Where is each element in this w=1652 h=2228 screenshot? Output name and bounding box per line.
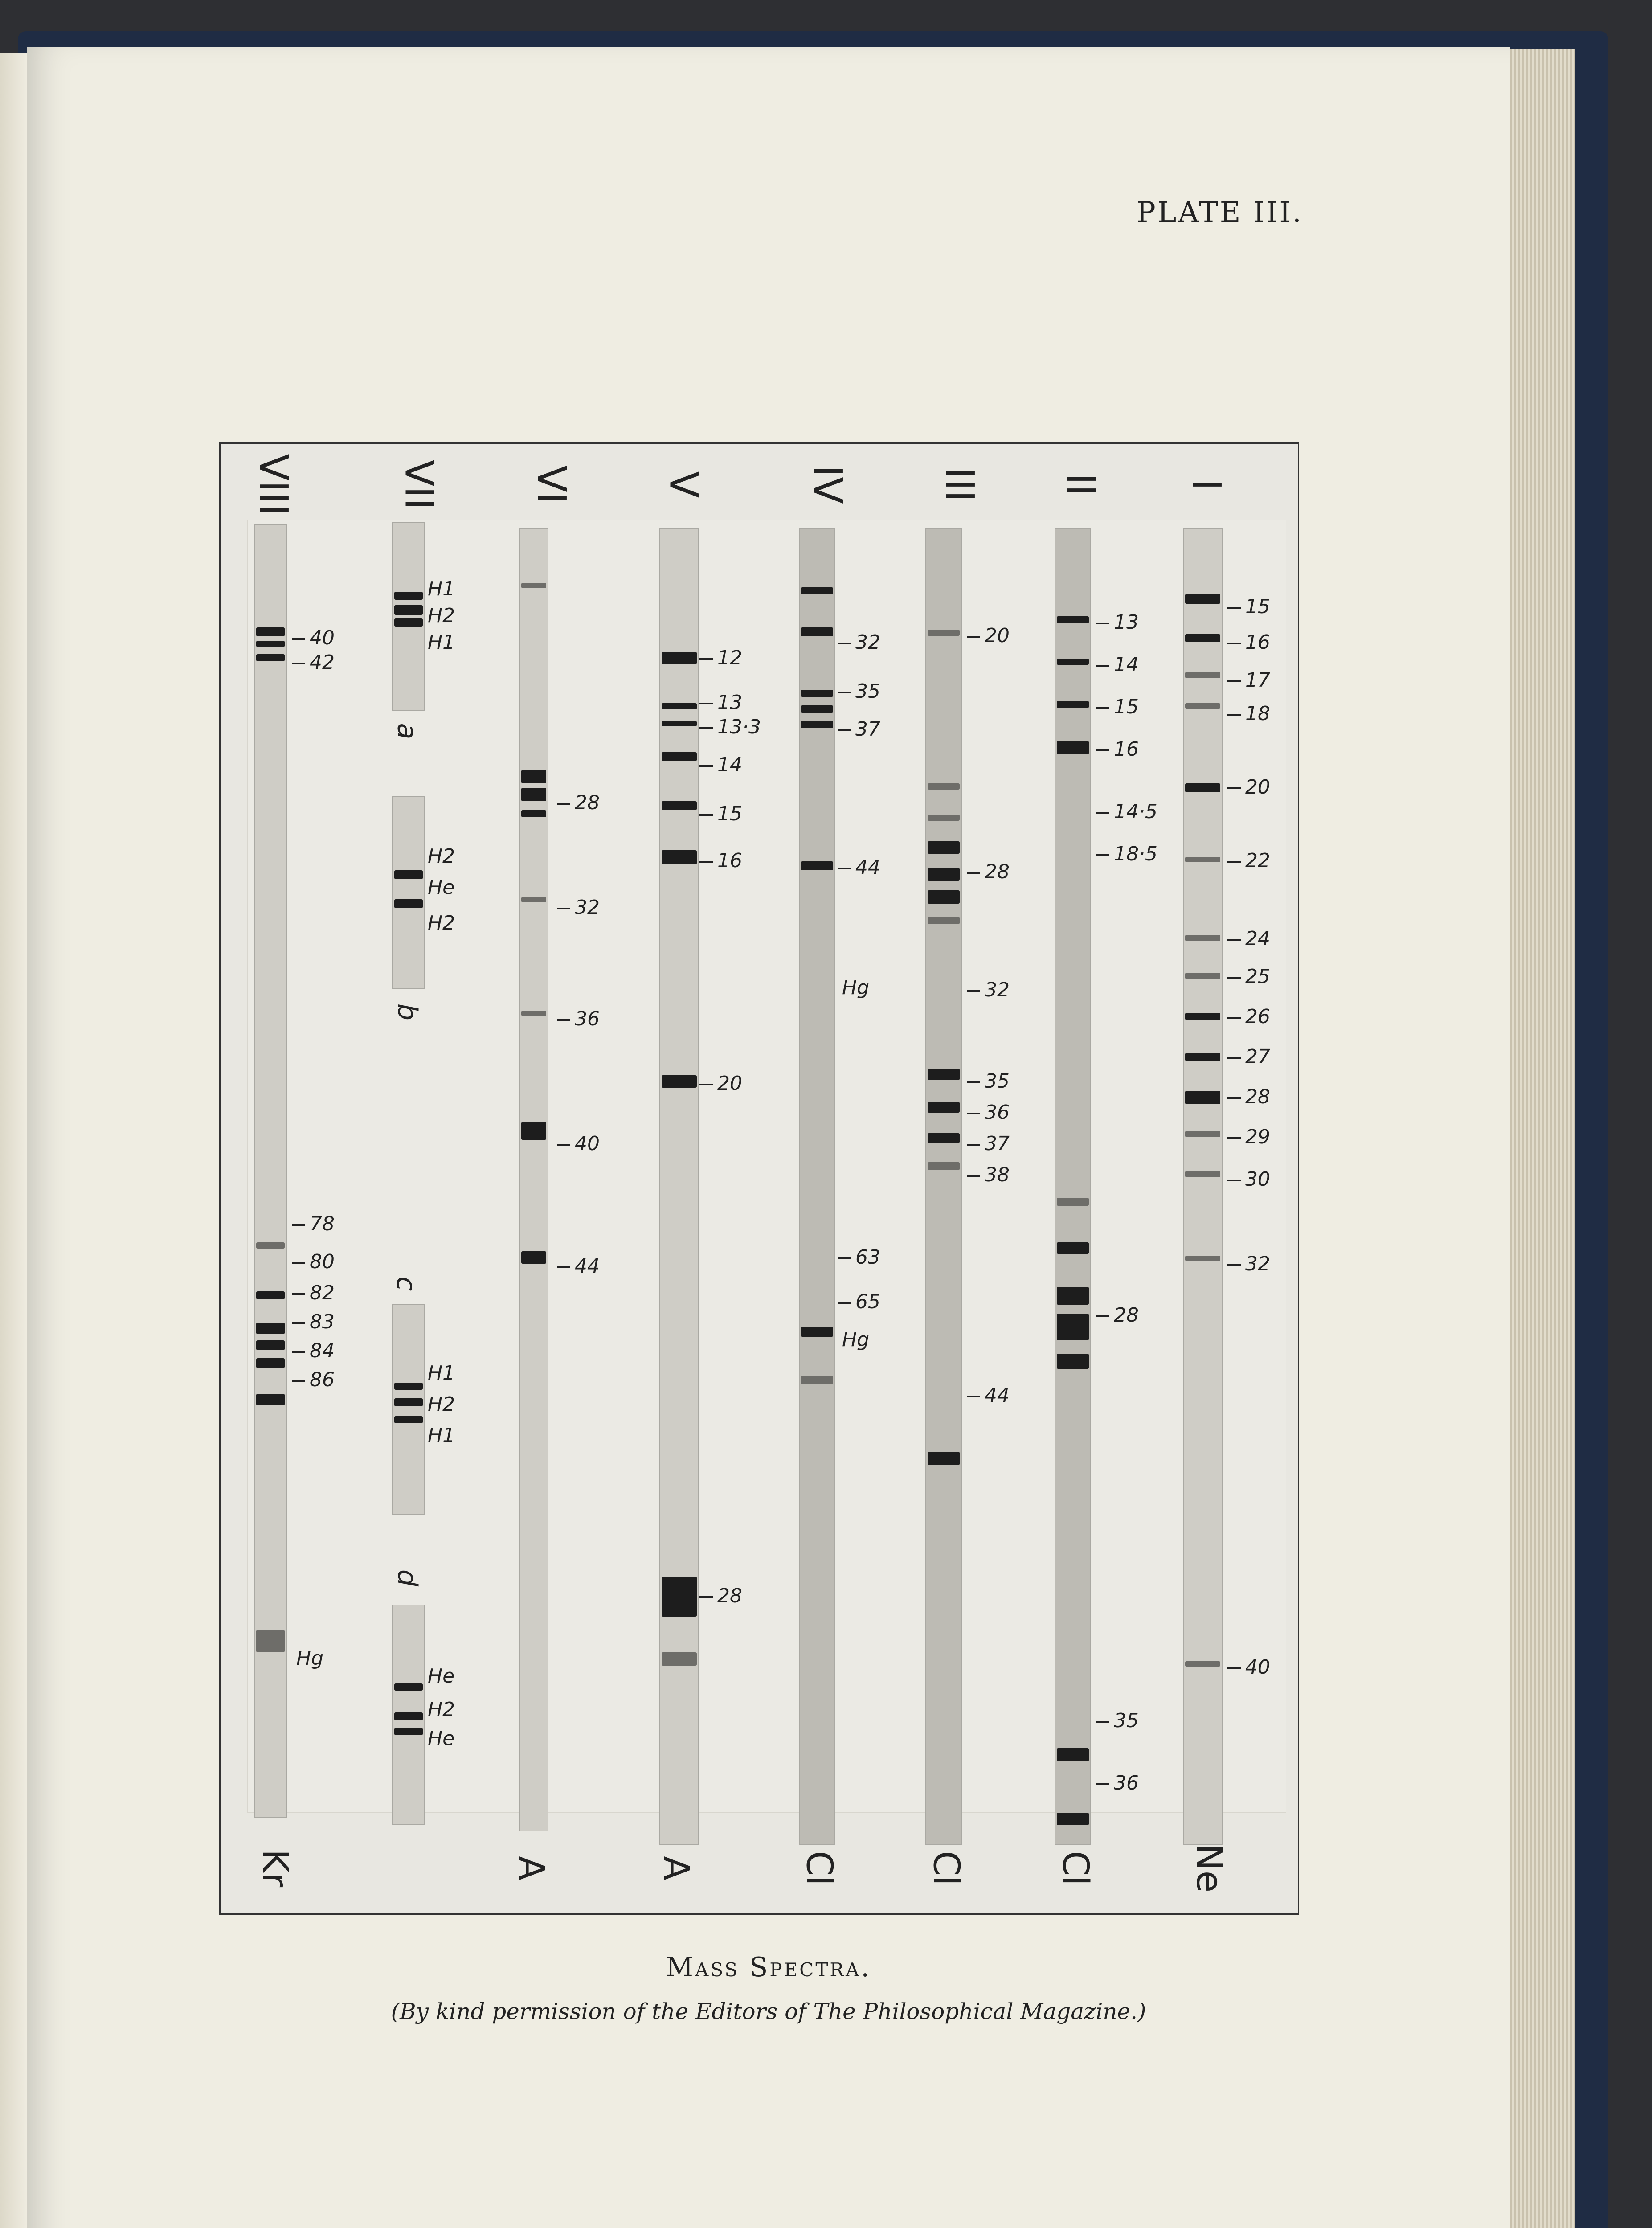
line-label: 16 (699, 849, 742, 872)
line-label: 13 (699, 691, 742, 714)
strip-numeral-vii: VII (396, 459, 442, 510)
line-label: 28 (967, 860, 1010, 883)
line-label: 27 (1227, 1045, 1270, 1068)
spectral-line (662, 1577, 697, 1617)
line-label: H1 (428, 631, 455, 654)
line-label: 36 (1096, 1772, 1139, 1794)
line-label: H2 (428, 845, 455, 868)
spectral-line (928, 783, 960, 790)
spectrum-strip-ii (1055, 528, 1091, 1845)
spectral-line (928, 841, 960, 854)
line-label: 20 (699, 1072, 742, 1095)
line-label: 32 (838, 631, 880, 654)
line-label: 40 (292, 627, 335, 649)
spectral-line (1185, 857, 1220, 862)
element-label-kr: Kr (254, 1849, 296, 1888)
spectral-line (928, 1452, 960, 1465)
line-label: 84 (292, 1339, 335, 1362)
line-label: Hg (842, 976, 870, 999)
spectral-line (394, 1416, 423, 1423)
line-label: 28 (557, 791, 600, 814)
spectral-line (394, 618, 423, 627)
spectral-line (1185, 1256, 1220, 1261)
spectral-line (394, 1728, 423, 1735)
line-label: 37 (838, 718, 880, 741)
spectrum-strip-vii-c (392, 1304, 425, 1515)
spectral-line (1185, 1661, 1220, 1667)
strip-numeral-i: I (1183, 479, 1230, 491)
line-label: 42 (292, 651, 335, 674)
spectral-line (256, 627, 285, 636)
spectral-line (256, 1242, 285, 1249)
line-label: 26 (1227, 1005, 1270, 1028)
line-label: H2 (428, 912, 455, 934)
line-label: 36 (967, 1101, 1010, 1124)
line-label: 35 (1096, 1709, 1139, 1732)
spectrum-strip-vii-a (392, 522, 425, 711)
spectral-line (256, 1394, 285, 1405)
book-page (27, 47, 1510, 2228)
mass-spectra-plate (219, 442, 1299, 1915)
spectral-line (801, 705, 833, 713)
element-label-ne: Ne (1189, 1843, 1231, 1893)
line-label: 14·5 (1096, 800, 1157, 823)
subfigure-letter-d: d (392, 1569, 423, 1587)
line-label: Hg (842, 1328, 870, 1351)
spectral-line (928, 815, 960, 821)
spectral-line (1185, 634, 1220, 642)
line-label: Hg (296, 1647, 324, 1670)
spectral-line (928, 917, 960, 924)
spectral-line (394, 1398, 423, 1406)
caption-title: Mass Spectra. (666, 1952, 871, 1983)
spectral-line (521, 897, 546, 902)
spectral-line (394, 592, 423, 600)
line-label: 40 (557, 1132, 600, 1155)
element-label-cl: Cl (798, 1851, 840, 1886)
spectral-line (928, 1133, 960, 1143)
spectral-line (521, 1011, 546, 1016)
page-edges (1504, 49, 1575, 2228)
line-label: 35 (967, 1070, 1010, 1093)
line-label: 44 (967, 1384, 1010, 1407)
line-label: He (428, 1727, 455, 1750)
spectral-line (1057, 1354, 1089, 1369)
line-label: 82 (292, 1282, 335, 1304)
line-label: 16 (1227, 631, 1270, 654)
spectrum-strip-vi (519, 528, 548, 1831)
line-label: 35 (838, 680, 880, 703)
spectral-line (394, 1683, 423, 1691)
line-label: H1 (428, 1362, 455, 1384)
line-label: 32 (1227, 1253, 1270, 1275)
line-label: 40 (1227, 1656, 1270, 1679)
spectral-line (1057, 1813, 1089, 1825)
spectral-line (928, 1162, 960, 1170)
line-label: 13 (1096, 611, 1139, 634)
spectral-line (801, 1327, 833, 1337)
line-label: H2 (428, 604, 455, 627)
spectral-line (1057, 1748, 1089, 1761)
line-label: 65 (838, 1290, 880, 1313)
line-label: 22 (1227, 849, 1270, 872)
spectral-line (1185, 1091, 1220, 1104)
caption-subtitle: (By kind permission of the Editors of The Philosophical Magazine.) (391, 1999, 1146, 2024)
spectral-line (256, 1340, 285, 1350)
spectral-line (394, 899, 423, 908)
element-label-cl-3: Cl (1055, 1851, 1096, 1886)
spectral-line (801, 861, 833, 870)
spectral-line (256, 641, 285, 647)
line-label: 12 (699, 647, 742, 669)
strip-numeral-ii: II (1058, 473, 1104, 496)
subfigure-letter-b: b (392, 1003, 423, 1021)
line-label: 83 (292, 1311, 335, 1333)
spectral-line (256, 1291, 285, 1299)
line-label: 44 (557, 1255, 600, 1278)
spectral-line (1185, 1053, 1220, 1061)
spectral-line (1057, 1314, 1089, 1340)
spectral-line (1057, 1242, 1089, 1254)
spectral-line (1185, 594, 1220, 604)
subfigure-letter-c: c (390, 1276, 422, 1291)
spectral-line (801, 1376, 833, 1384)
line-label: 44 (838, 856, 880, 879)
spectral-line (521, 583, 546, 588)
spectrum-strip-i (1183, 528, 1223, 1845)
line-label: 29 (1227, 1126, 1270, 1148)
spectral-line (928, 890, 960, 904)
spectral-line (662, 850, 697, 864)
spectral-line (521, 1251, 546, 1264)
spectral-line (801, 587, 833, 594)
spectral-line (521, 788, 546, 801)
line-label: 32 (967, 979, 1010, 1001)
line-label: H1 (428, 577, 455, 600)
strip-numeral-vi: VI (528, 465, 575, 504)
line-label: 36 (557, 1008, 600, 1030)
line-label: He (428, 1665, 455, 1687)
spectrum-strip-iii (925, 528, 962, 1845)
line-label: 15 (699, 803, 742, 825)
line-label: 20 (967, 624, 1010, 647)
line-label: 30 (1227, 1168, 1270, 1191)
spectral-line (1057, 1287, 1089, 1305)
spectral-line (928, 1069, 960, 1080)
line-label: 17 (1227, 669, 1270, 692)
spectral-line (662, 703, 697, 709)
line-label: H2 (428, 1698, 455, 1721)
line-label: 15 (1227, 595, 1270, 618)
line-label: 16 (1096, 738, 1139, 761)
spectral-line (394, 870, 423, 879)
spectral-line (662, 1652, 697, 1666)
spectral-line (521, 770, 546, 783)
spectral-line (928, 630, 960, 636)
line-label: 37 (967, 1132, 1010, 1155)
spectral-line (1057, 616, 1089, 623)
line-label: 38 (967, 1163, 1010, 1186)
line-label: 86 (292, 1368, 335, 1391)
strip-numeral-iii: III (936, 467, 983, 502)
line-label: 18·5 (1096, 843, 1157, 865)
line-label: 28 (699, 1585, 742, 1607)
element-label-a-2: A (655, 1856, 697, 1880)
spectral-line (256, 1323, 285, 1334)
spectral-line (801, 690, 833, 697)
line-label: 28 (1096, 1304, 1139, 1327)
spectral-line (1185, 935, 1220, 941)
spectral-line (1185, 1171, 1220, 1177)
spectrum-strip-iv (799, 528, 835, 1845)
spectral-line (1185, 1131, 1220, 1137)
line-label: 14 (699, 754, 742, 776)
spectral-line (801, 721, 833, 728)
line-label: H2 (428, 1393, 455, 1416)
line-label: 78 (292, 1212, 335, 1235)
line-label: 32 (557, 896, 600, 919)
spectral-line (662, 652, 697, 664)
line-label: 24 (1227, 927, 1270, 950)
spectral-line (1185, 703, 1220, 709)
line-label: 13·3 (699, 716, 761, 738)
spectrum-strip-viii (254, 524, 287, 1818)
strip-numeral-viii: VIII (250, 454, 297, 516)
line-label: 14 (1096, 653, 1139, 676)
line-label: 15 (1096, 696, 1139, 718)
spectral-line (1057, 659, 1089, 665)
spectral-line (928, 868, 960, 881)
spectrum-strip-vii-d (392, 1605, 425, 1825)
line-label: 20 (1227, 776, 1270, 799)
line-label: 63 (838, 1246, 880, 1269)
spectral-line (521, 810, 546, 817)
spectral-line (662, 721, 697, 726)
element-label-a: A (510, 1856, 552, 1880)
spectral-line (1057, 701, 1089, 708)
element-label-cl-2: Cl (925, 1851, 967, 1886)
line-label: 80 (292, 1250, 335, 1273)
spectral-line (662, 1075, 697, 1088)
spectrum-strip-v (659, 528, 699, 1845)
spectral-line (394, 605, 423, 615)
spectral-line (801, 627, 833, 636)
spectral-line (1057, 1198, 1089, 1206)
line-label: H1 (428, 1424, 455, 1447)
line-label: 25 (1227, 965, 1270, 988)
spectral-line (662, 801, 697, 810)
spectral-line (394, 1383, 423, 1390)
spectral-line (1185, 672, 1220, 678)
spectral-line (928, 1102, 960, 1113)
spectral-line (256, 1358, 285, 1368)
strip-numeral-iv: IV (805, 465, 851, 504)
spectral-line (1057, 741, 1089, 754)
subfigure-letter-a: a (391, 723, 423, 740)
spectral-line (1185, 1013, 1220, 1020)
spectral-line (256, 1630, 285, 1652)
strip-numeral-v: V (661, 471, 707, 498)
line-label: 18 (1227, 702, 1270, 725)
spectral-line (1185, 783, 1220, 792)
spectral-line (1185, 973, 1220, 979)
spectral-line (521, 1122, 546, 1140)
spectral-line (394, 1712, 423, 1720)
spectral-line (256, 654, 285, 661)
line-label: He (428, 876, 455, 899)
plate-label: PLATE III. (1136, 196, 1303, 229)
spectrum-strip-vii-b (392, 796, 425, 989)
spectral-line (662, 752, 697, 761)
line-label: 28 (1227, 1085, 1270, 1108)
